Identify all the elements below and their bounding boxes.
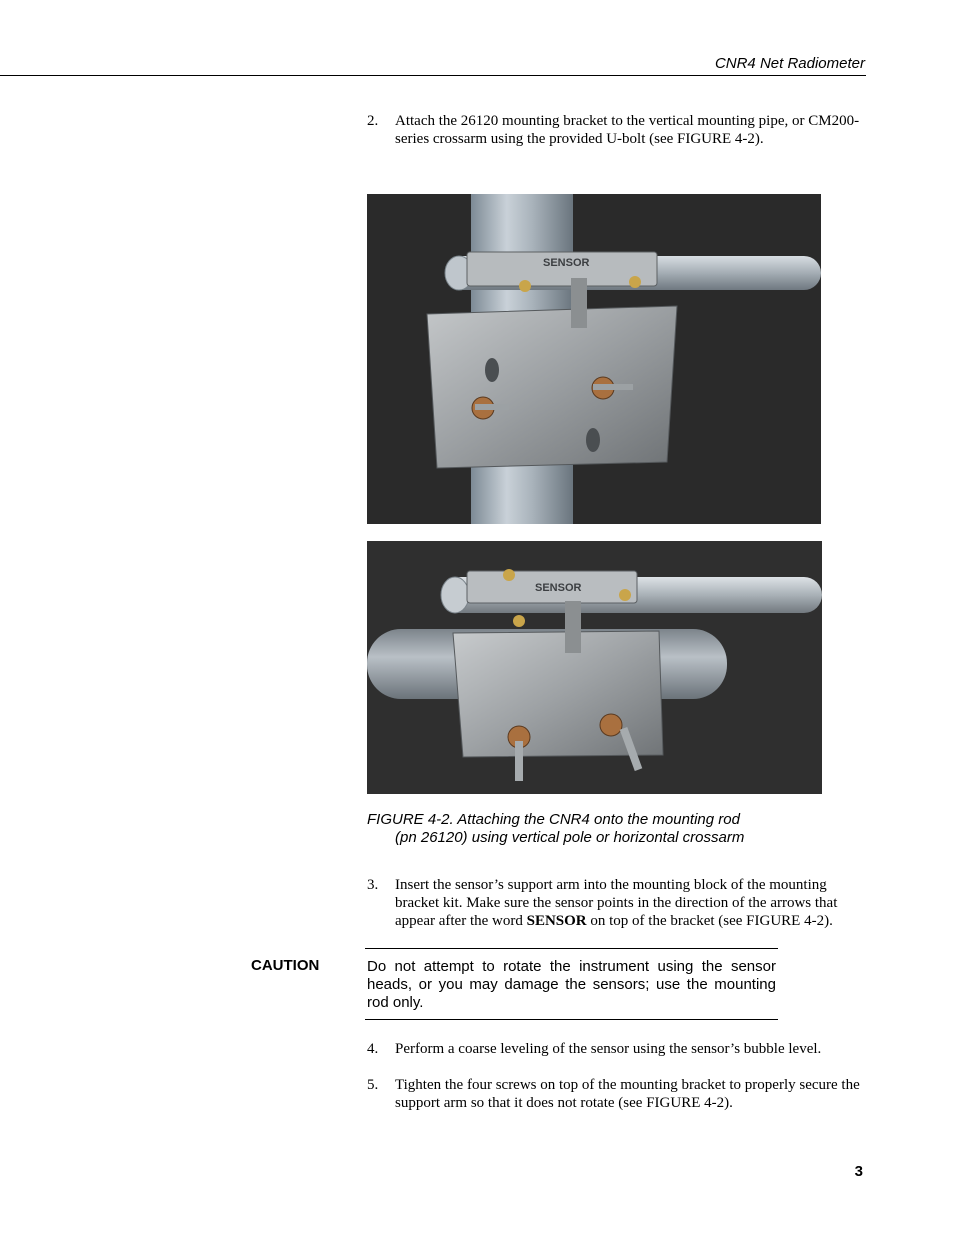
step-text-part: Insert the sensor’s support arm into the mounting block of the mounting bracket kit. Make sure the sensor points in the direction of the arrows that appear after the word bbox=[395, 877, 838, 929]
step-number: 3. bbox=[367, 877, 379, 893]
step-text: Perform a coarse leveling of the sensor using the sensor’s bubble level. bbox=[395, 1041, 822, 1057]
step-2 bbox=[367, 112, 862, 148]
photo-vertical-pole-mount bbox=[367, 194, 821, 524]
figure-caption-line2: (pn 26120) using vertical pole or horizontal crossarm bbox=[395, 829, 745, 846]
step-number: 4. bbox=[367, 1041, 379, 1057]
step-4 bbox=[367, 1040, 862, 1058]
step-text-part: on top of the bracket (see FIGURE 4-2). bbox=[586, 913, 833, 929]
figure-caption-line1: FIGURE 4-2. Attaching the CNR4 onto the mounting rod bbox=[367, 811, 740, 828]
step-number: 5. bbox=[367, 1077, 379, 1093]
header-rule bbox=[0, 75, 866, 76]
step-text-bold: SENSOR bbox=[526, 913, 587, 929]
step-text: Attach the 26120 mounting bracket to the vertical mounting pipe, or CM200-series crossarm using the provided U-bolt (see FIGURE 4-2). bbox=[395, 113, 860, 147]
photo-horizontal-crossarm-mount bbox=[367, 541, 822, 794]
page-number: 3 bbox=[854, 1163, 863, 1180]
step-number: 2. bbox=[367, 113, 379, 129]
caution-top-rule bbox=[365, 948, 778, 949]
step-5 bbox=[367, 1076, 862, 1112]
step-3 bbox=[367, 876, 862, 930]
caution-bottom-rule bbox=[365, 1019, 778, 1020]
photo2-bracket-label: SENSOR bbox=[535, 582, 582, 594]
step-text bbox=[395, 876, 862, 930]
caution-text: Do not attempt to rotate the instrument using the sensor heads, or you may damage the sensors; use the mounting rod only. bbox=[367, 958, 776, 1011]
step-text: Tighten the four screws on top of the mounting bracket to properly secure the support arm so that it does not rotate (see FIGURE 4-2). bbox=[395, 1077, 860, 1111]
running-header-title: CNR4 Net Radiometer bbox=[714, 55, 865, 72]
caution-label: CAUTION bbox=[251, 957, 320, 974]
photo1-bracket-label: SENSOR bbox=[543, 257, 590, 269]
figure-caption bbox=[367, 811, 827, 847]
